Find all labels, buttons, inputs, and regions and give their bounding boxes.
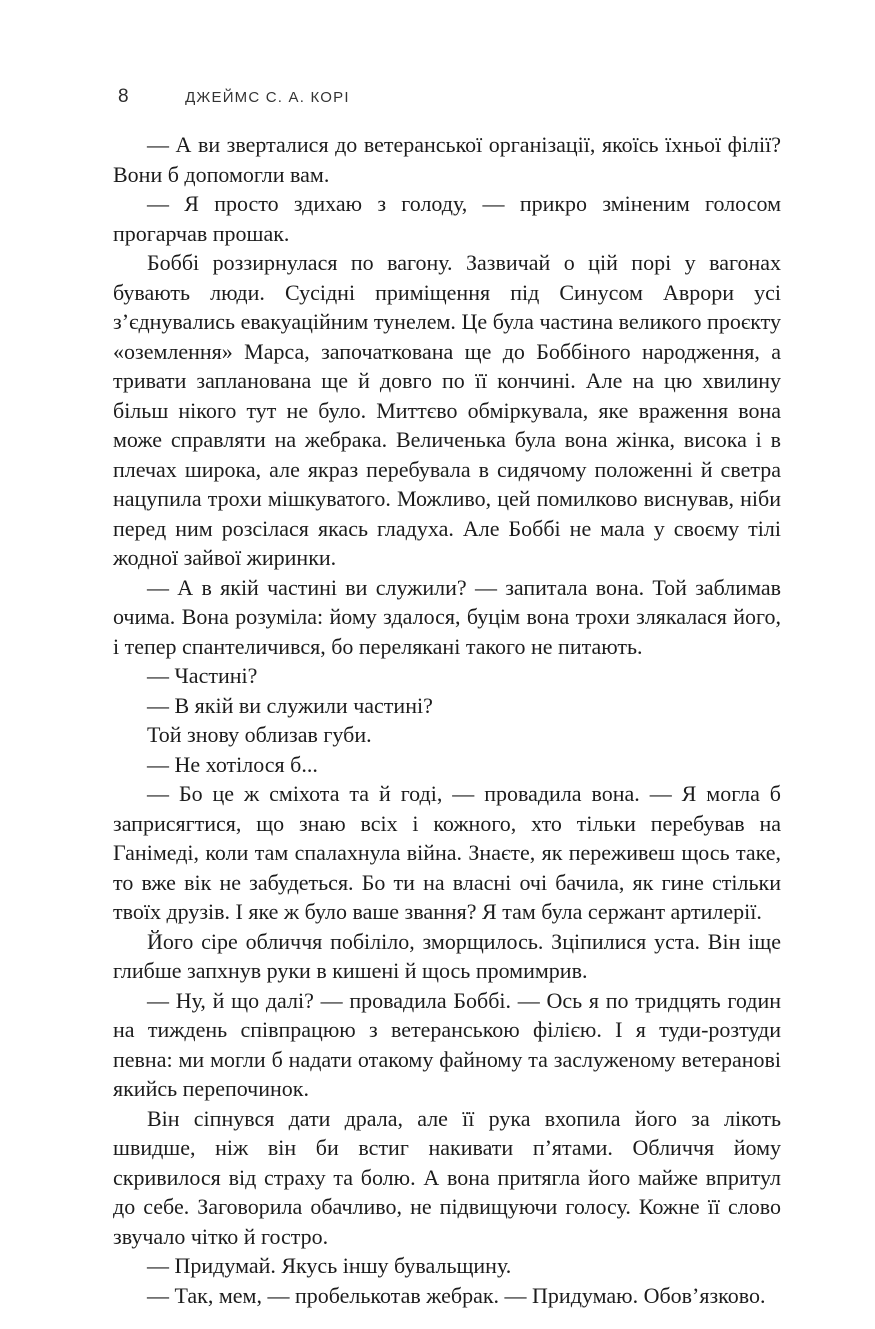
- paragraph: — Так, мем, — пробелькотав жебрак. — Придумаю. Обов’язково.: [147, 1282, 766, 1308]
- paragraph: — А в якій частині ви служили? — запитала вона. Той заблимав очима. Вона розуміла: йому здалося, буцім вона трохи злякалася його, і тепер спантеличився, бо перелякані такого не питають.: [113, 574, 781, 659]
- paragraph: — Придумай. Якусь іншу бувальщину.: [147, 1253, 512, 1278]
- running-title: ДЖЕЙМС С. А. КОРІ: [185, 89, 350, 106]
- paragraph: Той знову облизав губи.: [147, 722, 372, 747]
- paragraph: — Ну, й що далі? — провадила Боббі. — Ось я по тридцять годин на тиждень співпрацюю з ветеранською філією. І я туди-розтуди певна: ми могли б надати отакому файному та заслуженому ветеранові якийсь перепочинок.: [113, 987, 781, 1101]
- page-body: [113, 130, 781, 1310]
- paragraph: — В якій ви служили частині?: [147, 692, 433, 718]
- paragraph: — Я просто здихаю з голоду, — прикро зміненим голосом прогарчав прошак.: [113, 191, 781, 246]
- paragraph: — Бо це ж сміхота та й годі, — провадила вона. — Я могла б заприсягтися, що знаю всіх і кожного, хто тільки перебував на Ганімеді, коли там спалахнула війна. Знаєте, як переживеш щось таке, то вже вік не забудеться. Бо ти на власні очі бачила, як гине стільки твоїх друзів. І яке ж було ваше звання? Я там була сержант артилерії.: [113, 781, 781, 924]
- paragraph: Він сіпнувся дати драла, але її рука вхопила його за лікоть швидше, ніж він би встиг накивати п’ятами. Обличчя йому скривилося від страху та болю. А вона притягла його майже впритул до себе. Заговорила обачливо, не підвищуючи голосу. Кожне її слово звучало чітко й гостро.: [113, 1105, 781, 1249]
- running-header: [118, 86, 780, 108]
- paragraph: Його сіре обличчя побіліло, зморщилось. Зціпилися уста. Він іще глибше запхнув руки в кишені й щось промимрив.: [113, 928, 781, 983]
- paragraph: — Не хотілося б...: [147, 751, 318, 777]
- page-number: 8: [118, 86, 130, 107]
- paragraph: — Частині?: [147, 663, 258, 688]
- paragraph: — А ви зверталися до ветеранської організації, якоїсь їхньої філії? Вони б допомогли вам.: [113, 132, 781, 187]
- paragraph: Боббі роззирнулася по вагону. Зазвичай о цій порі у вагонах бувають люди. Сусідні приміщення під Синусом Аврори усі з’єднувались евакуаційним тунелем. Це була частина великого проєкту «оземлення» Марса, започаткована ще до Боббіного народження, а тривати запланована ще й довго по її кончині. Але на цю хвилину більш нікого тут не було. Миттєво обміркувала, яке враження вона може справляти на жебрака. Величенька була вона жінка, висока і в плечах широка, але якраз перебувала в сидячому положенні й светра нацупила трохи мішкуватого. Можливо, цей помилково виснував, ніби перед ним розсілася якась гладуха. Але Боббі не мала у своєму тілі жодної зайвої жиринки.: [113, 250, 781, 570]
